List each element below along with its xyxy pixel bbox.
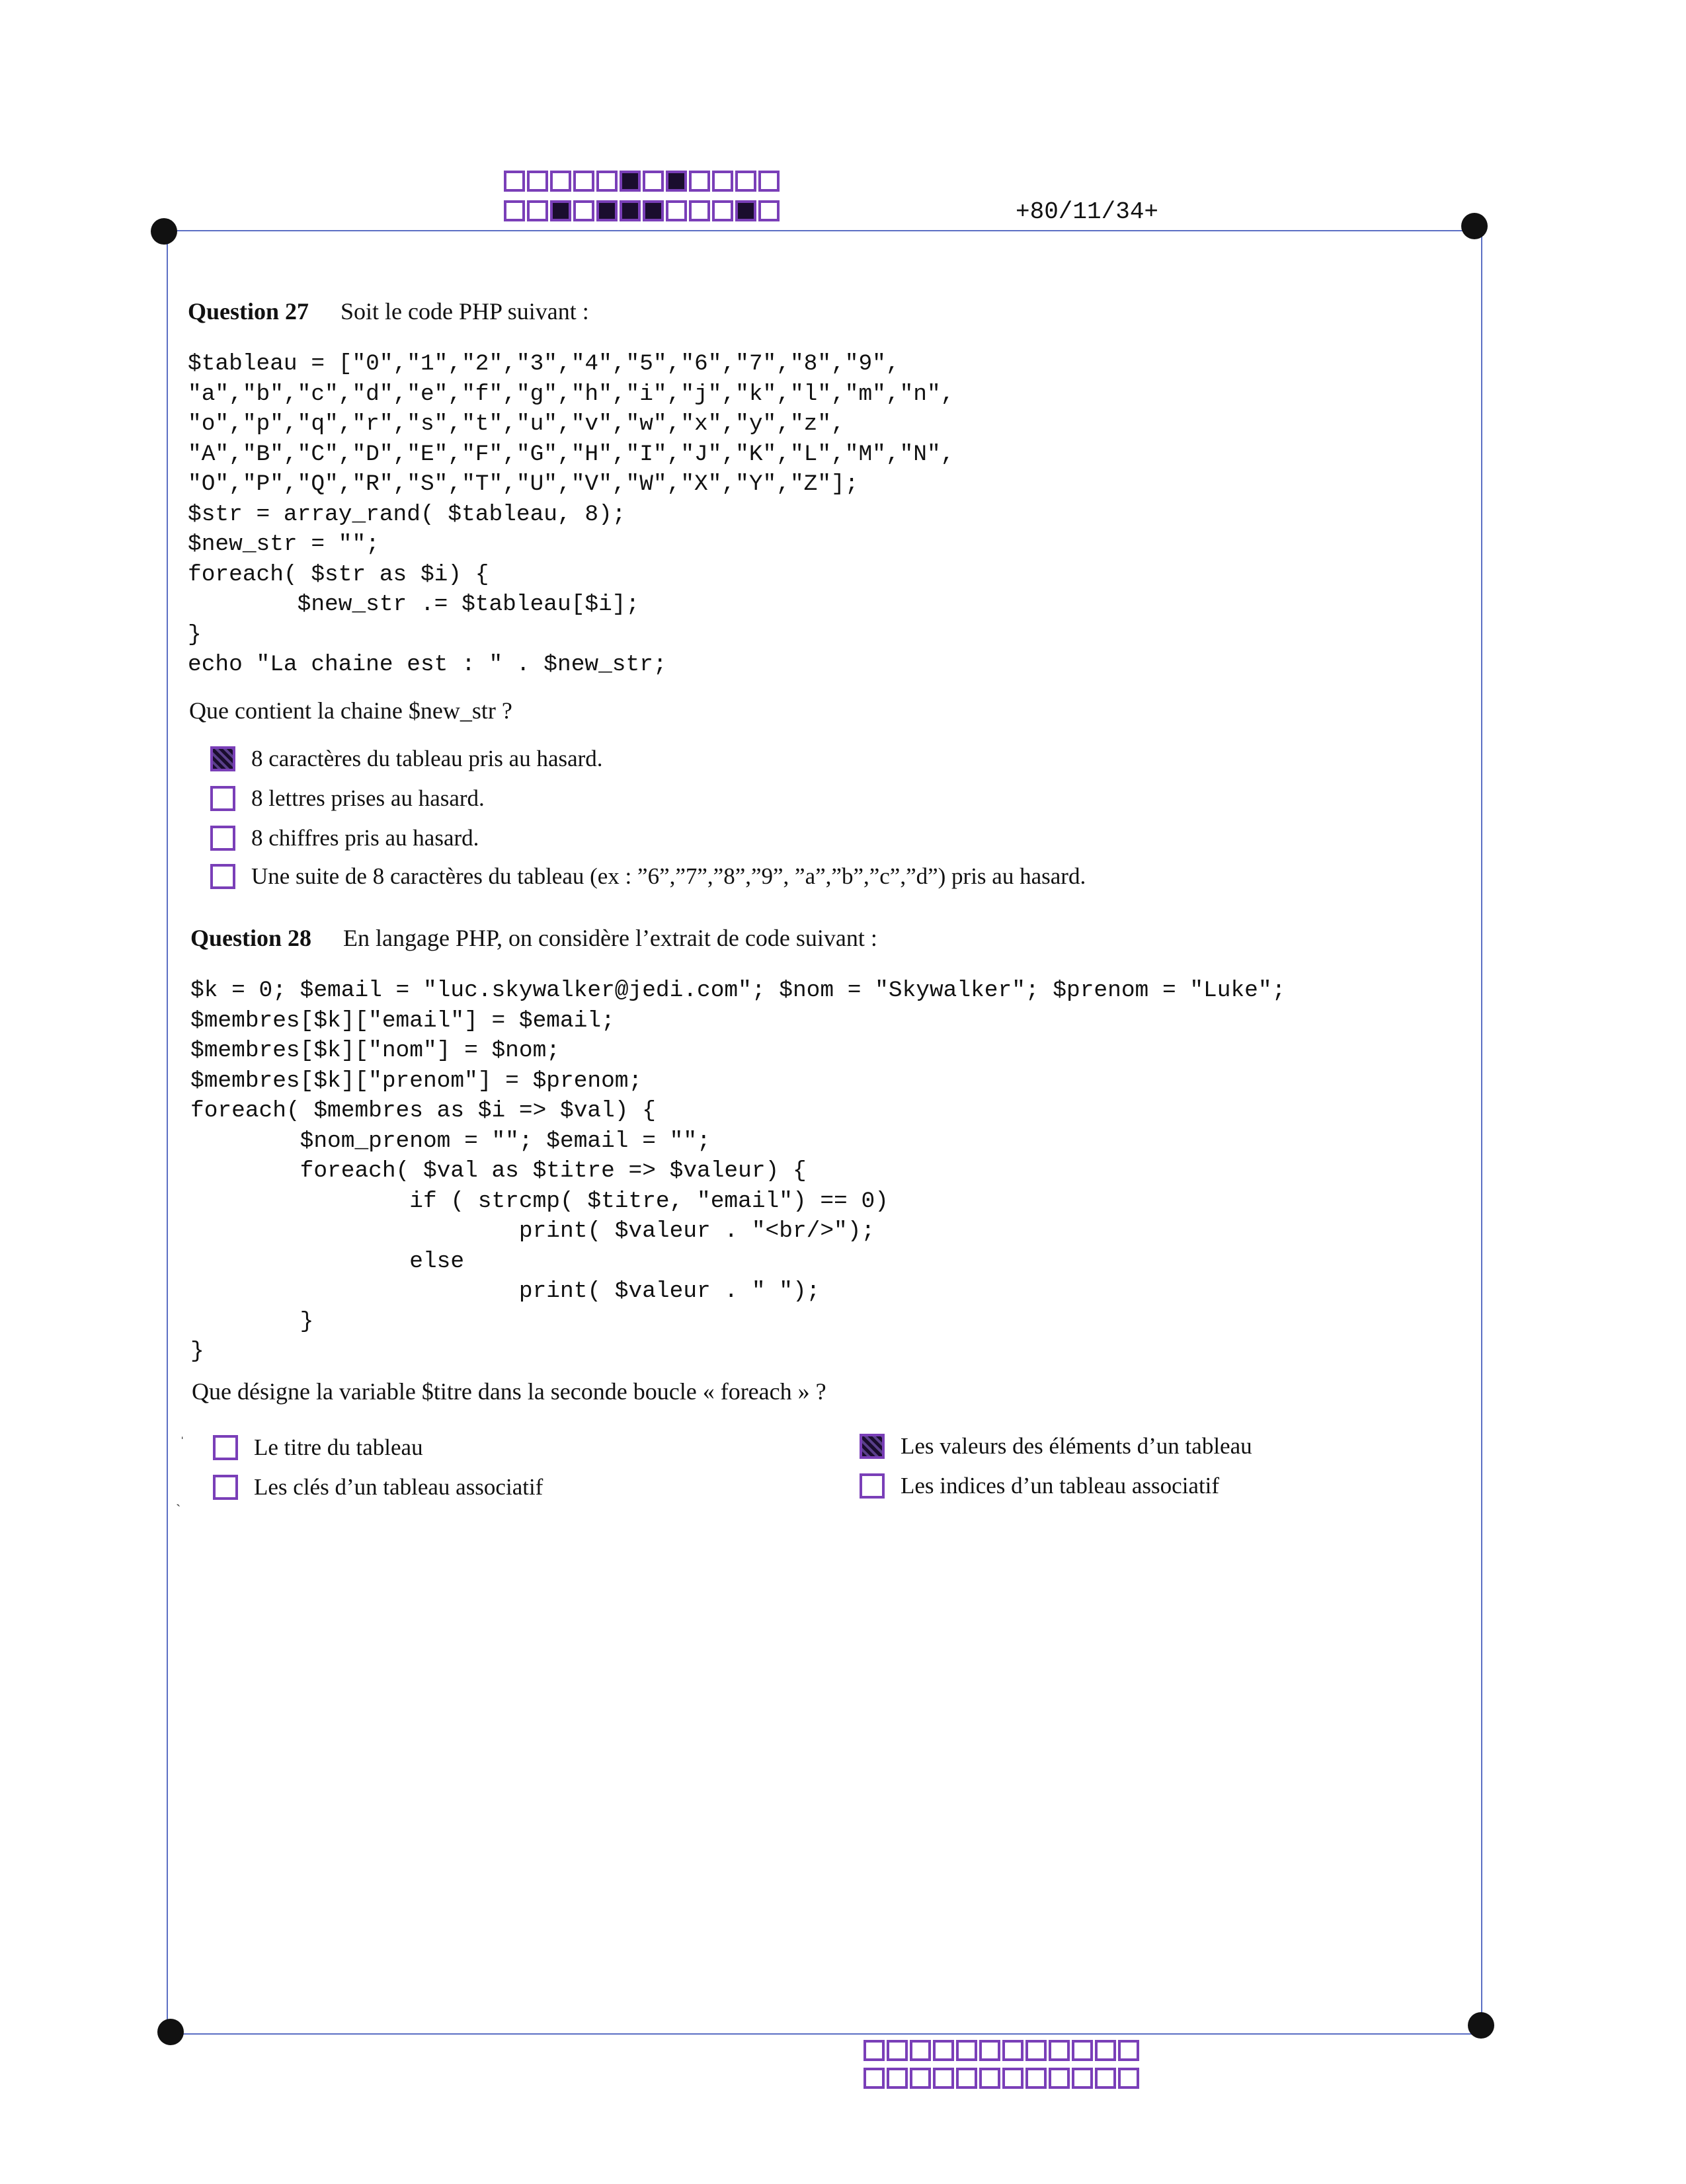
- bottom-code-row-1: [863, 2040, 1141, 2061]
- q27-option-4-label: Une suite de 8 caractères du tableau (ex : ”6”,”7”,”8”,”9”, ”a”,”b”,”c”,”d”) pris au hasard.: [251, 863, 1086, 889]
- question-27-header: [188, 297, 589, 325]
- q27-option-4-checkbox[interactable]: [210, 864, 235, 889]
- top-code-1-cell-2: [527, 171, 548, 192]
- bottom-code-2-cell-1: [863, 2068, 885, 2089]
- q27-option-1[interactable]: [210, 746, 603, 772]
- bottom-code-2-cell-11: [1095, 2068, 1116, 2089]
- top-code-1-cell-10: [712, 171, 733, 192]
- q27-option-1-checkbox[interactable]: [210, 746, 235, 771]
- pen-mark: ˏ: [176, 1490, 181, 1506]
- top-code-2-cell-7: [643, 200, 664, 221]
- question-27-intro: Soit le code PHP suivant :: [341, 298, 589, 325]
- bottom-code-2-cell-3: [910, 2068, 931, 2089]
- top-code-1-cell-5: [596, 171, 618, 192]
- corner-marker-bottom-left: [157, 2019, 184, 2045]
- top-code-2-cell-12: [758, 200, 780, 221]
- bottom-code-1-cell-10: [1072, 2040, 1093, 2061]
- top-code-2-cell-9: [689, 200, 710, 221]
- q28-option-2-checkbox[interactable]: [213, 1475, 238, 1500]
- question-28-number: Question 28: [190, 925, 312, 951]
- page-id-label: +80/11/34+: [1016, 198, 1159, 225]
- question-28-code: $k = 0; $email = "luc.skywalker@jedi.com"; $nom = "Skywalker"; $prenom = "Luke"; $membres[$k]["email"] = $email; $membres[$k]["nom"] = $nom; $membres[$k]["prenom"] = $prenom; foreach( $membres as $i => $val) { $nom_prenom = ""; $email = ""; foreach( $val as $titre => $valeur) { if ( strcmp( $titre, "email") == 0) print( $valeur . "<br/>"); else print( $valeur . " "); } }: [190, 978, 1286, 1364]
- top-code-2-cell-2: [527, 200, 548, 221]
- bottom-code-1-cell-3: [910, 2040, 931, 2061]
- pen-mark: ˌ: [180, 1423, 185, 1439]
- bottom-code-2-cell-6: [979, 2068, 1000, 2089]
- top-code-row-2: [504, 200, 782, 221]
- bottom-code-1-cell-4: [933, 2040, 954, 2061]
- bottom-code-1-cell-11: [1095, 2040, 1116, 2061]
- top-code-row-1: [504, 171, 782, 192]
- top-code-1-cell-3: [550, 171, 571, 192]
- bottom-code-1-cell-5: [956, 2040, 977, 2061]
- question-28-header: [190, 924, 877, 952]
- q27-option-1-label: 8 caractères du tableau pris au hasard.: [251, 746, 603, 771]
- top-code-2-cell-8: [666, 200, 687, 221]
- bottom-code-1-cell-7: [1002, 2040, 1024, 2061]
- q28-option-3-checkbox[interactable]: [860, 1434, 885, 1459]
- bottom-code-2-cell-9: [1049, 2068, 1070, 2089]
- q27-option-3-checkbox[interactable]: [210, 826, 235, 851]
- top-code-1-cell-9: [689, 171, 710, 192]
- question-27-number: Question 27: [188, 298, 309, 325]
- question-27-code: $tableau = ["0","1","2","3","4","5","6","7","8","9", "a","b","c","d","e","f","g","h","i","j","k","l","m","n", "o","p","q","r","s","t","u","v","w","x","y","z", "A","B","C","D","E","F","G","H","I","J","K","L","M","N", "O","P","Q","R","S","T","U","V","W","X","Y","Z"]; $str = array_rand( $tableau, 8); $new_str = ""; foreach( $str as $i) { $new_str .= $tableau[$i]; } echo "La chaine est : " . $new_str;: [188, 351, 955, 678]
- top-code-2-cell-4: [573, 200, 594, 221]
- bottom-code-1-cell-12: [1118, 2040, 1139, 2061]
- bottom-code-1-cell-8: [1025, 2040, 1047, 2061]
- q28-option-4-label: Les indices d’un tableau associatif: [901, 1473, 1220, 1499]
- bottom-code-2-cell-8: [1025, 2068, 1047, 2089]
- q27-option-2[interactable]: [210, 785, 485, 812]
- top-code-1-cell-7: [643, 171, 664, 192]
- q27-option-2-checkbox[interactable]: [210, 786, 235, 811]
- q28-option-2-label: Les clés d’un tableau associatif: [254, 1474, 543, 1500]
- top-code-1-cell-1: [504, 171, 525, 192]
- bottom-code-2-cell-10: [1072, 2068, 1093, 2089]
- top-code-2-cell-11: [735, 200, 756, 221]
- q28-option-2[interactable]: [213, 1474, 543, 1501]
- bottom-code-1-cell-6: [979, 2040, 1000, 2061]
- bottom-code-2-cell-2: [887, 2068, 908, 2089]
- q27-option-2-label: 8 lettres prises au hasard.: [251, 785, 485, 811]
- bottom-code-2-cell-7: [1002, 2068, 1024, 2089]
- q28-option-1-checkbox[interactable]: [213, 1435, 238, 1460]
- top-code-1-cell-11: [735, 171, 756, 192]
- top-code-1-cell-12: [758, 171, 780, 192]
- bottom-code-1-cell-2: [887, 2040, 908, 2061]
- top-code-2-cell-5: [596, 200, 618, 221]
- question-28-intro: En langage PHP, on considère l’extrait de code suivant :: [343, 925, 877, 951]
- top-code-1-cell-4: [573, 171, 594, 192]
- question-28-prompt: Que désigne la variable $titre dans la seconde boucle « foreach » ?: [192, 1378, 826, 1405]
- corner-marker-top-right: [1461, 213, 1488, 239]
- top-code-2-cell-6: [620, 200, 641, 221]
- q28-option-1[interactable]: [213, 1434, 423, 1461]
- bottom-code-1-cell-1: [863, 2040, 885, 2061]
- q28-option-3[interactable]: [860, 1433, 1252, 1460]
- q27-option-3[interactable]: [210, 825, 479, 851]
- bottom-code-row-2: [863, 2068, 1141, 2089]
- q27-option-3-label: 8 chiffres pris au hasard.: [251, 825, 479, 851]
- top-code-2-cell-1: [504, 200, 525, 221]
- q28-option-1-label: Le titre du tableau: [254, 1434, 423, 1460]
- bottom-code-2-cell-12: [1118, 2068, 1139, 2089]
- top-code-1-cell-6: [620, 171, 641, 192]
- q28-option-4[interactable]: [860, 1473, 1219, 1499]
- top-code-2-cell-3: [550, 200, 571, 221]
- corner-marker-top-left: [151, 218, 177, 245]
- top-code-1-cell-8: [666, 171, 687, 192]
- question-27-prompt: Que contient la chaine $new_str ?: [189, 697, 512, 724]
- bottom-code-1-cell-9: [1049, 2040, 1070, 2061]
- q27-option-4[interactable]: [210, 863, 1086, 890]
- corner-marker-bottom-right: [1468, 2012, 1494, 2039]
- bottom-code-2-cell-4: [933, 2068, 954, 2089]
- q28-option-4-checkbox[interactable]: [860, 1473, 885, 1499]
- q28-option-3-label: Les valeurs des éléments d’un tableau: [901, 1433, 1252, 1459]
- bottom-code-2-cell-5: [956, 2068, 977, 2089]
- top-code-2-cell-10: [712, 200, 733, 221]
